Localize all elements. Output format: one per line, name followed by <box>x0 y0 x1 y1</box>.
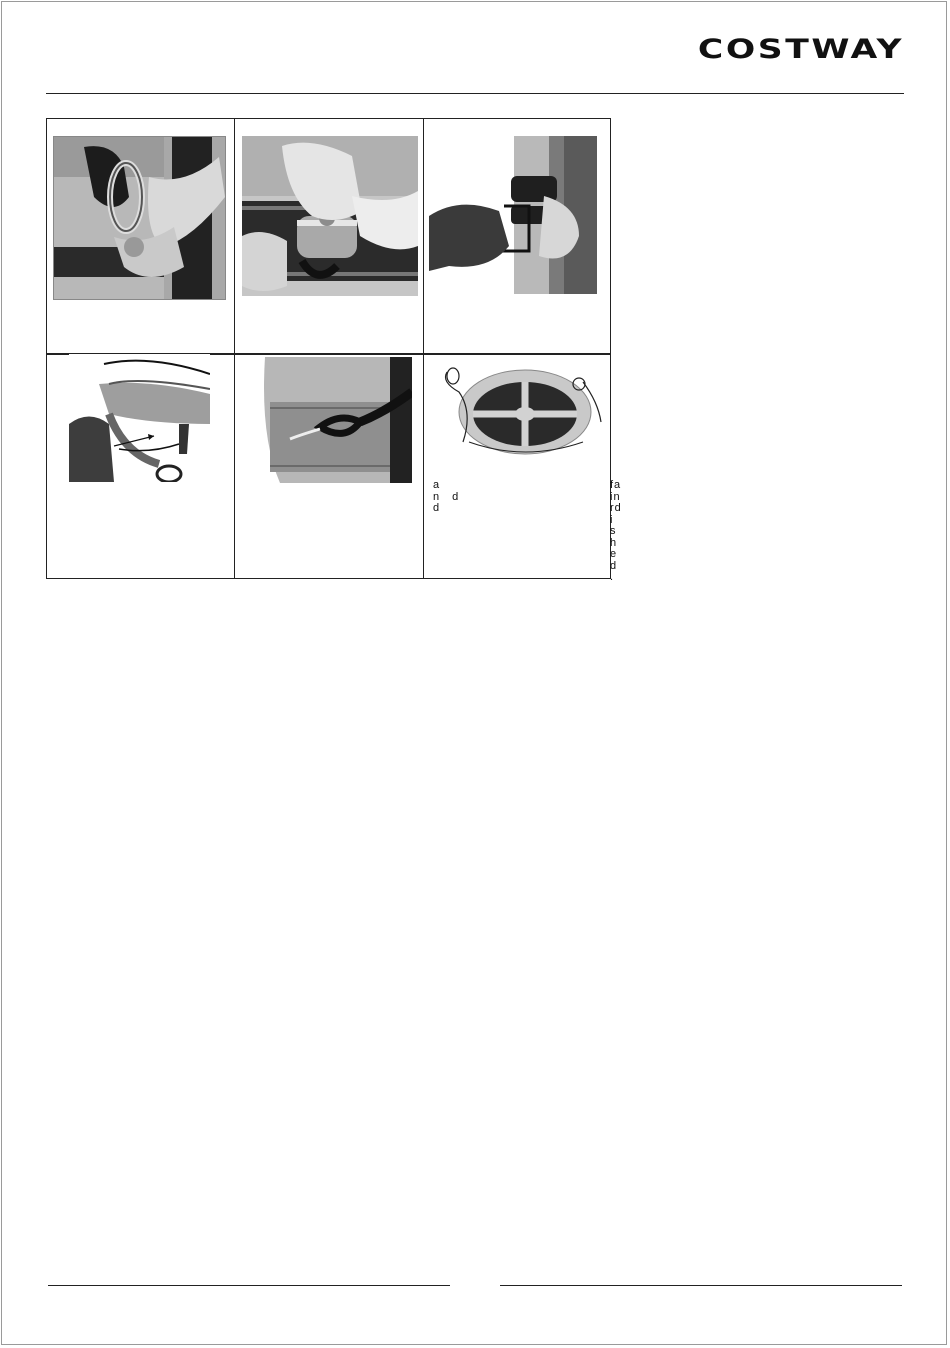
grid-divider-vertical-2 <box>423 119 424 578</box>
grid-divider-vertical-1 <box>234 119 235 578</box>
caption-fragment-line: rd <box>610 502 622 514</box>
caption-fragment-line: n d <box>433 490 464 503</box>
caption-fragment-line: d <box>433 502 445 514</box>
instruction-photo-grid <box>46 118 622 583</box>
caption-fragment-line: h <box>610 536 618 549</box>
footer-divider-right <box>500 1285 902 1286</box>
brand-logo: COSTWAY <box>697 34 904 65</box>
caption-fragment-line: s <box>610 525 617 537</box>
caption-fragment-line: in <box>610 490 621 503</box>
assembled-swing-photo <box>433 362 607 460</box>
caption-fragment-line: . <box>610 571 615 583</box>
caption-fragment-line: fa <box>610 479 622 491</box>
caption-fragment-right <box>610 480 622 584</box>
caption-fragment-left <box>433 480 463 515</box>
caption-fragment-line: a <box>433 479 445 491</box>
hex-key-photo <box>429 136 597 294</box>
footer-divider-left <box>48 1285 450 1286</box>
header-divider <box>46 93 904 94</box>
caption-fragment-line: e <box>610 548 618 560</box>
rope-loop-photo <box>260 357 412 483</box>
carabiner-attach-photo <box>53 136 226 300</box>
caption-fragment-line: d <box>610 559 618 572</box>
caption-fragment-line: i <box>610 513 614 526</box>
rope-sleeve-photo <box>69 354 210 482</box>
bolt-tighten-photo <box>242 136 418 296</box>
